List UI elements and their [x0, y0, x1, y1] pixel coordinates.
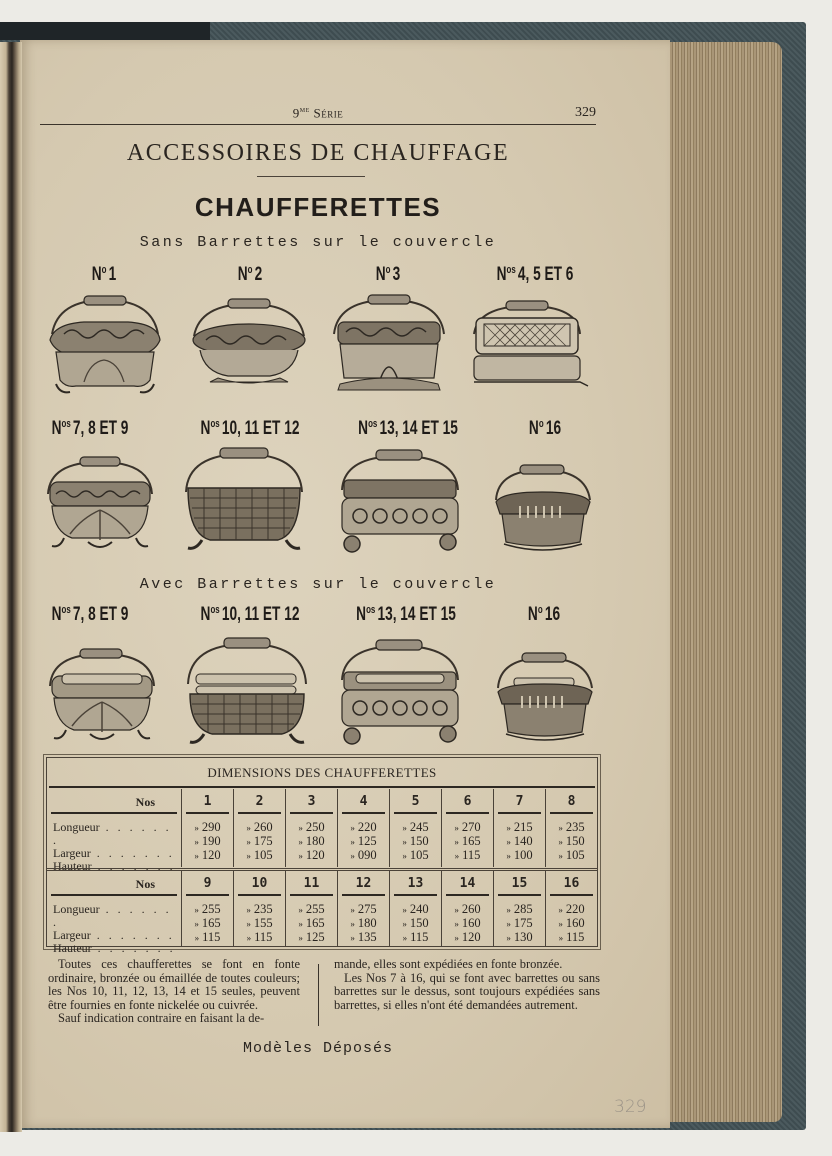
lattice-footwarmer-icon: [470, 298, 590, 390]
label-longueur: Longueur: [53, 820, 100, 834]
label-largeur: Largeur: [53, 928, 91, 942]
page-edges: [664, 42, 782, 1122]
column-values: » 285 » 175 » 130: [506, 902, 533, 944]
model-label: $N^o$ 16: [527, 604, 561, 625]
table-column: [493, 871, 545, 946]
note-paragraph: Toutes ces chaufferettes se font en fonte ordinaire, bronzée ou émaillée de toutes couleurs; les Nos 10, 11, 12, 13, 14 et 15 seules, peuvent être fournies en fonte nickelée ou cuivrée.: [48, 957, 300, 1012]
label-largeur: Largeur: [53, 846, 91, 860]
column-number: 8: [550, 792, 593, 814]
scroll-footwarmer-icon: [330, 292, 448, 394]
column-number: 5: [394, 792, 437, 814]
column-values: » 245 » 150 » 105: [402, 820, 429, 862]
column-values: » 255 » 165 » 125: [298, 902, 325, 944]
rosette-wheeled-footwarmer-bars-icon: [338, 638, 462, 746]
page-subtitle: CHAUFFERETTES: [194, 192, 442, 222]
row-labels: Longueur . . . . . . . Largeur . . . . . . . Hauteur . . . . . . .: [53, 902, 176, 955]
registered-designs-note: Modèles Déposés: [242, 1040, 394, 1057]
column-number: 15: [498, 874, 541, 896]
row-label-cell: [47, 871, 181, 955]
model-label: $N^{os}$ 13, 14 ET 15: [356, 604, 456, 625]
column-separator: [318, 964, 319, 1026]
model-label: $N^{os}$ 10, 11 ET 12: [200, 418, 300, 439]
section-title-sans-barrettes: Sans Barrettes sur le couvercle: [139, 234, 497, 251]
model-label: $N^{os}$ 13, 14 ET 15: [358, 418, 458, 439]
column-values: » 235 » 150 » 105: [558, 820, 585, 862]
table-column: [389, 789, 441, 867]
column-values: » 235 » 155 » 115: [246, 902, 273, 944]
caption-rule: [49, 786, 595, 788]
table-column: [545, 871, 597, 946]
column-number: 12: [342, 874, 385, 896]
column-number: 1: [186, 792, 229, 814]
small-footwarmer-icon: [492, 462, 594, 554]
ornate-footwarmer-icon: [44, 294, 166, 396]
table-column: [181, 789, 233, 867]
table-column: [181, 871, 233, 946]
series-word: Série: [313, 105, 344, 121]
table-column: [389, 871, 441, 946]
note-paragraph: Sauf indication contraire en faisant la de-: [58, 1011, 265, 1025]
book-spine-edge: [0, 22, 210, 40]
column-number: 7: [498, 792, 541, 814]
oval-footwarmer-icon: [188, 296, 310, 392]
running-head: [40, 105, 596, 125]
note-paragraph: Les Nos 7 à 16, qui se font avec barrettes ou sans barrettes sur le dessus, sont toujours expédiées sans barrettes, si elles n'ont été demandées autrement.: [334, 970, 600, 1012]
series-suffix: me: [299, 105, 310, 114]
table-column: [493, 789, 545, 867]
column-values: » 270 » 165 » 115: [454, 820, 481, 862]
column-values: » 260 » 160 » 120: [454, 902, 481, 944]
column-number: 16: [550, 874, 593, 896]
table-column: [233, 871, 285, 946]
column-values: » 275 » 180 » 135: [350, 902, 377, 944]
column-number: 9: [186, 874, 229, 896]
dimensions-table: [46, 757, 598, 955]
row-labels: Longueur . . . . . . . Largeur . . . . . . . Hauteur . . . . . . .: [53, 820, 176, 873]
model-label: $N^o$ 2: [237, 264, 263, 285]
page-title: ACCESSOIRES DE CHAUFFAGE: [126, 140, 510, 166]
row-label-cell: [47, 789, 181, 873]
basket-weave-footwarmer-icon: [182, 446, 306, 556]
column-number: 2: [238, 792, 281, 814]
small-footwarmer-bars-icon: [494, 650, 596, 744]
table-column: [545, 789, 597, 867]
notes-right-column: [334, 958, 600, 1012]
table-block-1: [47, 789, 597, 873]
column-values: » 215 » 140 » 100: [506, 820, 533, 862]
table-column: [337, 789, 389, 867]
label-hauteur: Hauteur: [53, 859, 92, 873]
column-values: » 220 » 125 » 090: [350, 820, 377, 862]
table-column: [285, 789, 337, 867]
column-values: » 260 » 175 » 105: [246, 820, 273, 862]
model-label: $N^{os}$ 7, 8 ET 9: [51, 604, 129, 625]
column-number: 11: [290, 874, 333, 896]
nos-header: Nos: [51, 874, 177, 896]
page-number: 329: [575, 105, 596, 120]
table-column: [337, 871, 389, 946]
column-number: 6: [446, 792, 489, 814]
table-caption: DIMENSIONS DES CHAUFFERETTES: [207, 765, 437, 780]
acanthus-footwarmer-icon: [44, 454, 156, 554]
acanthus-footwarmer-bars-icon: [46, 646, 158, 744]
model-label: $N^{os}$ 7, 8 ET 9: [51, 418, 129, 439]
title-divider: [257, 176, 365, 177]
model-label: $N^{os}$ 10, 11 ET 12: [200, 604, 300, 625]
column-number: 10: [238, 874, 281, 896]
book-gutter: [0, 42, 22, 1132]
table-column: [441, 871, 493, 946]
model-label: $N^o$ 1: [91, 264, 117, 285]
table-block-2: [47, 868, 597, 955]
label-hauteur: Hauteur: [53, 941, 92, 955]
table-column: [233, 789, 285, 867]
table-column: [285, 871, 337, 946]
column-values: » 240 » 150 » 115: [402, 902, 429, 944]
column-values: » 290 » 190 » 120: [194, 820, 221, 862]
label-longueur: Longueur: [53, 902, 100, 916]
section-title-avec-barrettes: Avec Barrettes sur le couvercle: [139, 576, 497, 593]
column-values: » 255 » 165 » 115: [194, 902, 221, 944]
model-label: $N^{os}$ 4, 5 ET 6: [496, 264, 574, 285]
basket-weave-footwarmer-bars-icon: [184, 636, 310, 748]
rosette-wheeled-footwarmer-icon: [338, 448, 462, 554]
series-number: 9: [292, 105, 300, 121]
notes-left-column: [48, 958, 300, 1026]
column-number: 3: [290, 792, 333, 814]
column-values: » 250 » 180 » 120: [298, 820, 325, 862]
column-number: 13: [394, 874, 437, 896]
note-paragraph: mande, elles sont expédiées en fonte bronzée.: [334, 957, 563, 971]
nos-header: Nos: [51, 792, 177, 814]
column-number: 14: [446, 874, 489, 896]
model-label: $N^o$ 16: [528, 418, 562, 439]
column-number: 4: [342, 792, 385, 814]
table-column: [441, 789, 493, 867]
series-label: [40, 105, 596, 121]
model-label: $N^o$ 3: [375, 264, 401, 285]
pencil-page-number: 329: [614, 1097, 647, 1117]
column-values: » 220 » 160 » 115: [558, 902, 585, 944]
